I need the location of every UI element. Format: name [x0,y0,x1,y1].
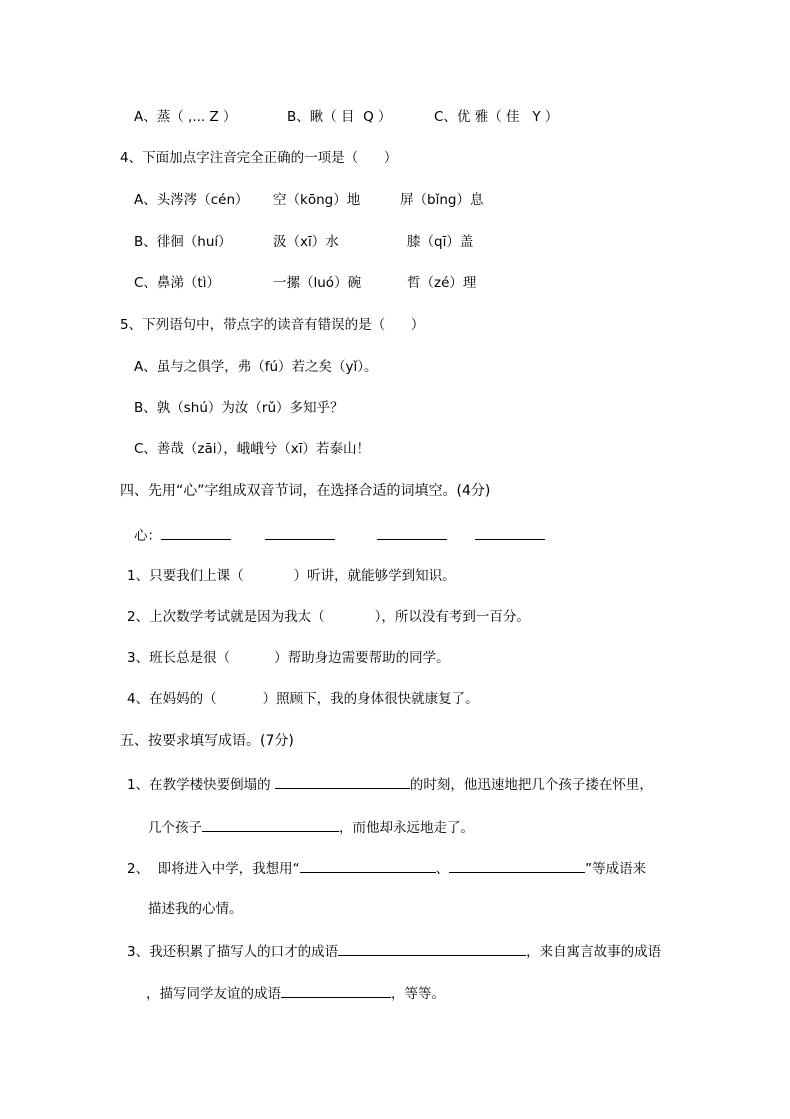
q4-c-3: 哲（zé）理 [407,275,477,291]
blank[interactable] [202,817,339,832]
blank[interactable] [265,525,335,540]
blank[interactable] [275,774,410,789]
q5-option-a: A、虽与之俱学，弗（fú）若之矣（yǐ）。 [134,359,378,375]
q3-option-a: A、蒸（ ,... Z ） [134,109,237,125]
item-text: 1、只要我们上课（ [127,568,244,584]
q4-b-1: B、徘徊（huí） [134,234,232,250]
q4-b-3: 膝（qī）盖 [407,234,474,250]
sec4-item-4 [127,690,479,708]
q4-c-1: C、鼻涕（tì） [134,275,220,291]
item-text: 3、我还积累了描写人的口才的成语 [127,944,339,960]
q5-stem: 5、下列语句中，带点字的读音有错误的是（ ） [120,317,425,333]
item-text: ）听讲，就能够学到知识。 [293,568,456,584]
sec5-item-2 [127,858,646,878]
sec5-item-1 [127,774,653,794]
item-text: 4、在妈妈的（ [127,691,217,707]
xin-row [134,525,545,545]
q4-a-2: 空（kōng）地 [273,192,361,208]
sec4-item-3 [127,649,450,667]
q4-b-2: 汲（xī）水 [273,234,339,250]
q5-option-c: C、善哉（zāi），峨峨兮（xī）若泰山！ [134,441,371,457]
item-text: 的时刻，他迅速地把几个孩子搂在怀里， [409,777,653,793]
item-text: 、 [435,861,450,877]
item-text: ，而他却永远地走了。 [339,820,474,836]
q4-a-3: 屏（bǐng）息 [400,192,484,208]
blank[interactable] [300,858,436,873]
blank[interactable] [338,941,526,956]
item-text: ），所以没有考到一百分。 [374,609,530,625]
item-text: 3、班长总是很（ [127,650,231,666]
item-text: 1、在教学楼快要倒塌的 [127,777,275,793]
item-text: ）帮助身边需要帮助的同学。 [274,650,450,666]
sec4-item-1 [127,567,456,585]
q3-option-b: B、瞅（ 目 Q ） [287,109,392,125]
sec5-item-2-cont: 描述我的心情。 [148,901,243,917]
sec5-item-1-cont [148,817,474,837]
blank[interactable] [449,858,585,873]
item-text: ，等等。 [391,986,445,1002]
item-text: ，来自寓言故事的成语 [526,944,662,960]
xin-label: 心： [134,528,161,544]
section-5-title: 五、按要求填写成语。(7分) [120,733,294,749]
blank[interactable] [161,525,231,540]
item-text: ，描写同学友谊的成语 [146,986,281,1002]
q4-stem: 4、下面加点字注音完全正确的一项是（ ） [120,150,398,166]
q5-option-b: B、孰（shú）为汝（rǔ）多知乎？ [134,400,344,416]
blank[interactable] [377,525,447,540]
blank[interactable] [475,525,545,540]
item-text: 2、上次数学考试就是因为我太（ [127,609,325,625]
item-text: 几个孩子 [148,820,202,836]
q4-a-1: A、头涔涔（cén） [134,192,249,208]
sec4-item-2 [127,608,530,626]
q4-c-2: 一摞（luó）碗 [273,275,362,291]
sec5-item-3-cont [146,983,445,1003]
item-text: ”等成语来 [585,861,647,877]
sec5-item-3 [127,941,661,961]
item-text: 2、 即将进入中学，我想用“ [127,861,300,877]
blank[interactable] [281,983,391,998]
item-text: ）照顾下，我的身体很快就康复了。 [262,691,479,707]
section-4-title: 四、先用“心”字组成双音节词，在选择合适的词填空。(4分) [120,483,491,499]
q3-option-c: C、优 雅（ 佳 Y ） [434,109,559,125]
